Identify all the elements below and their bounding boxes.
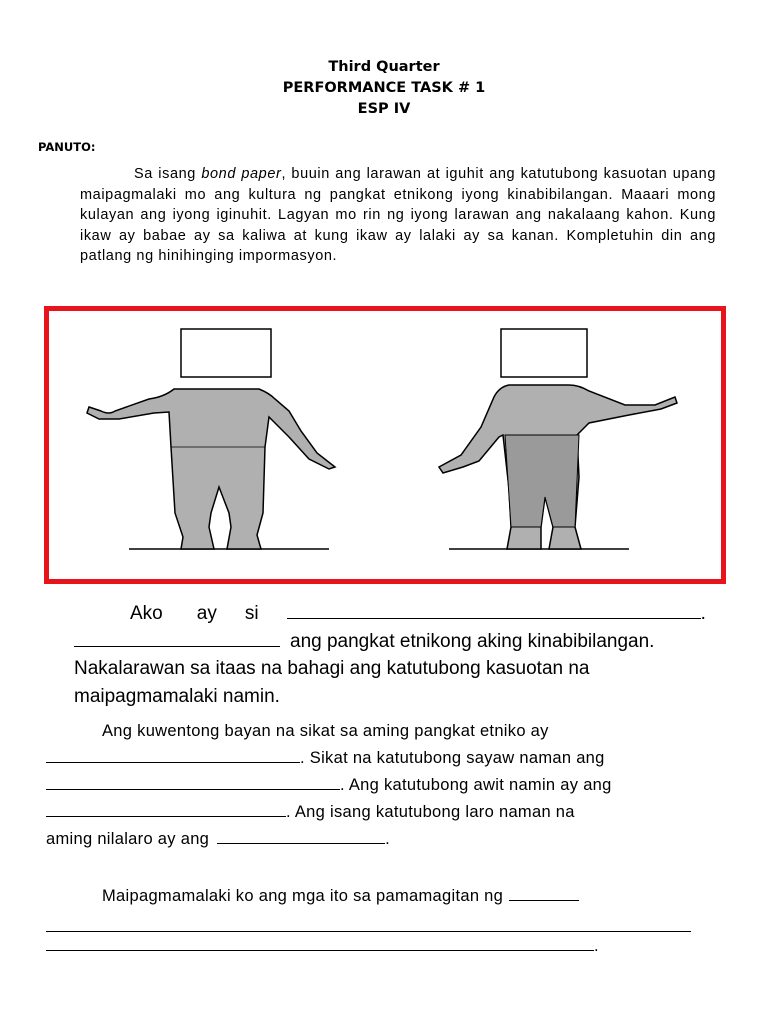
dance-blank[interactable] [46, 771, 340, 790]
left-photo-box [181, 329, 271, 377]
subject-title: ESP IV [357, 101, 411, 117]
para1-line3: Nakalarawan sa itaas na bahagi ang katutubong kasuotan na [74, 658, 590, 679]
para2-line4: . Ang isang katutubong laro naman na [286, 803, 575, 821]
task-title: PERFORMANCE TASK # 1 [282, 80, 486, 96]
game-blank[interactable] [217, 825, 385, 844]
para1-line4: maipagmamalaki namin. [74, 685, 280, 707]
panuto-text-italic: bond paper [201, 166, 282, 182]
right-pants-shape [505, 435, 579, 527]
para2-period: . [385, 830, 391, 848]
right-photo-box [501, 329, 587, 377]
name-blank[interactable] [287, 600, 701, 619]
para1-line2: ang pangkat etnikong aking kinabibilangan. [290, 630, 655, 652]
para1-word-si: si [244, 603, 259, 624]
right-body-outline [429, 327, 699, 567]
panuto-text-start: Sa isang [134, 166, 202, 182]
quarter-title: Third Quarter [328, 59, 440, 75]
para1-word-ay: ay [196, 603, 217, 624]
song-blank[interactable] [46, 798, 286, 817]
para2-line1: Ang kuwentong bayan na sikat sa aming pangkat etniko ay [102, 722, 549, 740]
para1-word-ako: Ako [130, 603, 163, 624]
para2-line3: . Ang katutubong awit namin ay ang [340, 776, 612, 794]
pride-blank-line2[interactable] [46, 909, 691, 932]
identity-paragraph [74, 600, 734, 710]
culture-paragraph [46, 718, 691, 852]
para2-line5: aming nilalaro ay ang [46, 830, 210, 848]
pride-paragraph [46, 882, 691, 959]
panuto-label: PANUTO: [38, 140, 96, 154]
para1-period: . [700, 603, 706, 624]
left-body-outline [79, 327, 349, 567]
pride-blank-line3[interactable] [46, 932, 594, 951]
title-block [0, 57, 768, 120]
panuto-instructions [80, 164, 716, 267]
drawing-frame [44, 306, 726, 584]
left-body-shape [87, 389, 335, 549]
panuto-text-rest: , buuin ang larawan at iguhit ang katutubong kasuotan upang maipagmalaki mo ang kultura ng pangkat etnikong iyong kinabibilangan. Maaari mong kulayan ang iyong iginuhit. Lagyan mo rin ng iyong larawan ang nakalaang kahon. Kung ikaw ay babae ay sa kaliwa at kung ikaw ay lalaki ay sa kanan. Kompletuhin din ang patlang ng hinihinging impormasyon. [80, 166, 717, 264]
para3-line1: Maipagmamalaki ko ang mga ito sa pamamagitan ng [102, 887, 504, 905]
ethnic-group-blank[interactable] [74, 628, 280, 647]
folktale-blank[interactable] [46, 744, 300, 763]
para2-line2: . Sikat na katutubong sayaw naman ang [300, 749, 605, 767]
para3-period: . [594, 937, 599, 955]
pride-blank-start[interactable] [509, 882, 579, 901]
